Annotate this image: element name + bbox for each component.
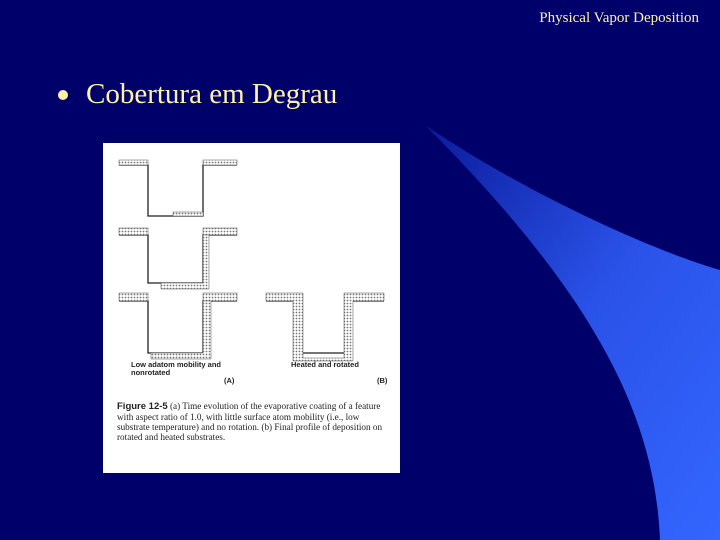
bullet-item xyxy=(58,78,337,111)
figure-image xyxy=(103,143,400,473)
bullet-text: Cobertura em Degrau xyxy=(86,78,338,110)
figure-caption-text: (a) Time evolution of the evaporative coating of a feature with aspect ratio of 1.0, with little surface atom mobility (i.e., low substrate temperature) and no rotation. (b) Final profile of deposition on rotated and heated substrates. xyxy=(117,401,383,442)
figure-caption xyxy=(117,401,393,442)
figure-label-b: Heated and rotated xyxy=(291,360,359,369)
slide-header-title: Physical Vapor Deposition xyxy=(539,10,699,26)
figure-caption-title: Figure 12-5 xyxy=(117,401,168,412)
bullet-icon xyxy=(58,90,68,100)
figure-label-a: Low adatom mobility and nonrotated xyxy=(131,360,222,377)
figure-tag-a: (A) xyxy=(224,376,235,385)
figure-tag-b: (B) xyxy=(377,376,388,385)
